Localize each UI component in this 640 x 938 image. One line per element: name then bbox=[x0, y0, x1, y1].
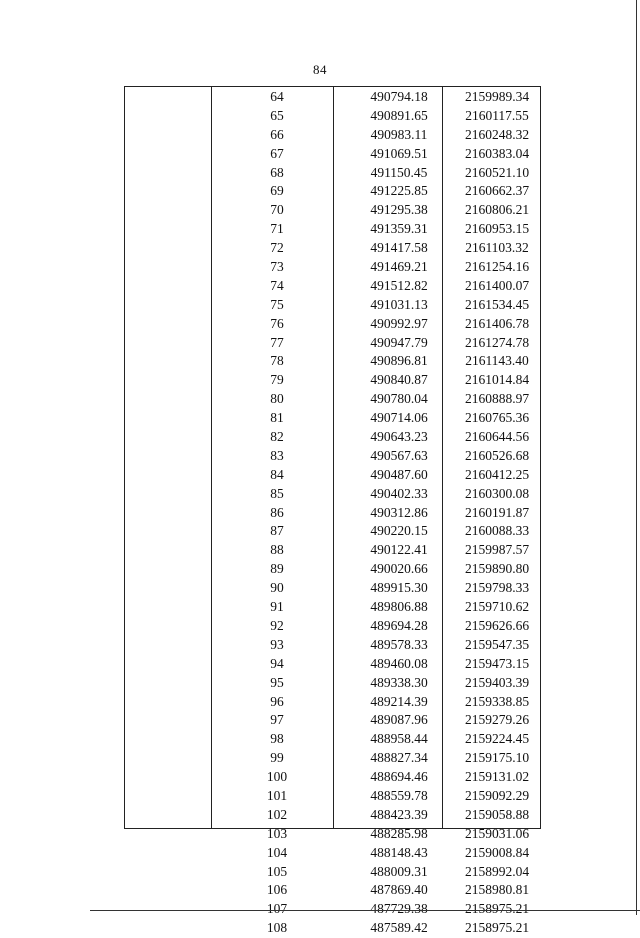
point-number-cell: 74 bbox=[270, 277, 284, 293]
table-row bbox=[125, 711, 540, 730]
easting-cell: 488694.46 bbox=[370, 769, 428, 785]
easting-cell: 490402.33 bbox=[370, 485, 428, 501]
northing-cell: 2158980.81 bbox=[464, 882, 530, 898]
northing-cell: 2159473.15 bbox=[464, 655, 530, 671]
page-edge-right bbox=[636, 0, 637, 915]
table-row bbox=[125, 579, 540, 598]
table-row bbox=[125, 806, 540, 825]
table-row bbox=[125, 730, 540, 749]
northing-cell: 2160117.55 bbox=[465, 107, 529, 123]
coordinates-table bbox=[124, 86, 541, 936]
table-body bbox=[125, 88, 540, 938]
easting-cell: 490643.23 bbox=[370, 429, 428, 445]
point-number-cell: 64 bbox=[270, 89, 284, 104]
northing-cell: 2158975.21 bbox=[464, 920, 530, 936]
point-number-cell: 103 bbox=[266, 825, 288, 841]
table-row bbox=[125, 107, 540, 126]
table-row bbox=[125, 768, 540, 787]
point-number-cell: 102 bbox=[266, 806, 288, 822]
easting-cell: 488009.31 bbox=[370, 863, 428, 879]
table-row bbox=[125, 749, 540, 768]
point-number-cell: 100 bbox=[266, 769, 288, 785]
easting-cell: 489915.30 bbox=[370, 580, 428, 596]
easting-cell: 491225.85 bbox=[370, 183, 428, 199]
table-row bbox=[125, 674, 540, 693]
northing-cell: 2160191.87 bbox=[464, 504, 530, 520]
easting-cell: 490714.06 bbox=[370, 410, 428, 426]
table-row bbox=[125, 220, 540, 239]
northing-cell: 2159626.66 bbox=[464, 617, 530, 633]
point-number-cell: 101 bbox=[266, 787, 288, 803]
northing-cell: 2160300.08 bbox=[464, 485, 530, 501]
easting-cell: 489214.39 bbox=[370, 693, 428, 709]
table-row bbox=[125, 693, 540, 712]
northing-cell: 2160526.68 bbox=[464, 447, 530, 463]
point-number-cell: 99 bbox=[270, 750, 284, 766]
easting-cell: 488559.78 bbox=[370, 787, 428, 803]
northing-cell: 2158992.04 bbox=[464, 863, 530, 879]
table-row bbox=[125, 881, 540, 900]
easting-cell: 490983.11 bbox=[370, 126, 428, 142]
easting-cell: 490794.18 bbox=[370, 89, 428, 104]
table-row bbox=[125, 409, 540, 428]
easting-cell: 489087.96 bbox=[370, 712, 428, 728]
northing-cell: 2160248.32 bbox=[464, 126, 530, 142]
easting-cell: 490487.60 bbox=[370, 466, 428, 482]
northing-cell: 2160088.33 bbox=[464, 523, 530, 539]
table-row bbox=[125, 447, 540, 466]
easting-cell: 491359.31 bbox=[370, 221, 428, 237]
point-number-cell: 105 bbox=[266, 863, 288, 879]
northing-cell: 2159008.84 bbox=[464, 844, 530, 860]
northing-cell: 2159547.35 bbox=[464, 636, 530, 652]
point-number-cell: 80 bbox=[270, 391, 284, 407]
point-number-cell: 65 bbox=[270, 107, 284, 123]
northing-cell: 2159890.80 bbox=[464, 561, 530, 577]
point-number-cell: 108 bbox=[266, 920, 288, 936]
table-row bbox=[125, 560, 540, 579]
easting-cell: 491469.21 bbox=[370, 259, 428, 275]
northing-cell: 2159175.10 bbox=[464, 750, 530, 766]
easting-cell: 490567.63 bbox=[370, 447, 428, 463]
table-row bbox=[125, 466, 540, 485]
northing-cell: 2159279.26 bbox=[464, 712, 530, 728]
point-number-cell: 85 bbox=[270, 485, 284, 501]
point-number-cell: 71 bbox=[270, 221, 284, 237]
easting-cell: 490947.79 bbox=[370, 334, 428, 350]
point-number-cell: 69 bbox=[270, 183, 284, 199]
northing-cell: 2161400.07 bbox=[464, 277, 530, 293]
point-number-cell: 90 bbox=[270, 580, 284, 596]
northing-cell: 2159092.29 bbox=[464, 787, 530, 803]
table-row bbox=[125, 636, 540, 655]
northing-cell: 2159224.45 bbox=[464, 731, 530, 747]
point-number-cell: 107 bbox=[266, 901, 288, 917]
easting-cell: 490780.04 bbox=[370, 391, 428, 407]
point-number-cell: 75 bbox=[270, 296, 284, 312]
table-row bbox=[125, 164, 540, 183]
easting-cell: 489338.30 bbox=[370, 674, 428, 690]
table-row bbox=[125, 919, 540, 938]
point-number-cell: 84 bbox=[270, 466, 284, 482]
point-number-cell: 87 bbox=[270, 523, 284, 539]
easting-cell: 490220.15 bbox=[370, 523, 428, 539]
northing-cell: 2160644.56 bbox=[464, 429, 530, 445]
point-number-cell: 106 bbox=[266, 882, 288, 898]
easting-cell: 487589.42 bbox=[370, 920, 428, 936]
table-row bbox=[125, 371, 540, 390]
northing-cell: 2160765.36 bbox=[464, 410, 530, 426]
northing-cell: 2159403.39 bbox=[464, 674, 530, 690]
table-row bbox=[125, 844, 540, 863]
point-number-cell: 70 bbox=[270, 202, 284, 218]
northing-cell: 2159989.34 bbox=[464, 89, 530, 104]
table-row bbox=[125, 863, 540, 882]
easting-cell: 488285.98 bbox=[370, 825, 428, 841]
table-row bbox=[125, 334, 540, 353]
easting-cell: 490020.66 bbox=[370, 561, 428, 577]
easting-cell: 491031.13 bbox=[370, 296, 428, 312]
point-number-cell: 93 bbox=[270, 636, 284, 652]
table-row bbox=[125, 655, 540, 674]
easting-cell: 491417.58 bbox=[370, 240, 428, 256]
table-row bbox=[125, 239, 540, 258]
northing-cell: 2160888.97 bbox=[464, 391, 530, 407]
easting-cell: 490891.65 bbox=[370, 107, 428, 123]
point-number-cell: 68 bbox=[270, 164, 284, 180]
table-row bbox=[125, 428, 540, 447]
page-edge-bottom bbox=[90, 910, 640, 911]
northing-cell: 2161103.32 bbox=[465, 240, 529, 256]
point-number-cell: 76 bbox=[270, 315, 284, 331]
point-number-cell: 86 bbox=[270, 504, 284, 520]
point-number-cell: 98 bbox=[270, 731, 284, 747]
easting-cell: 490840.87 bbox=[370, 372, 428, 388]
table-row bbox=[125, 201, 540, 220]
northing-cell: 2159987.57 bbox=[464, 542, 530, 558]
point-number-cell: 78 bbox=[270, 353, 284, 369]
point-number-cell: 81 bbox=[270, 410, 284, 426]
easting-cell: 490312.86 bbox=[370, 504, 428, 520]
easting-cell: 488958.44 bbox=[370, 731, 428, 747]
easting-cell: 488423.39 bbox=[370, 806, 428, 822]
point-number-cell: 91 bbox=[270, 599, 284, 615]
northing-cell: 2160806.21 bbox=[464, 202, 530, 218]
table-row bbox=[125, 352, 540, 371]
table-row bbox=[125, 182, 540, 201]
point-number-cell: 82 bbox=[270, 429, 284, 445]
easting-cell: 487869.40 bbox=[370, 882, 428, 898]
point-number-cell: 104 bbox=[266, 844, 288, 860]
point-number-cell: 72 bbox=[270, 240, 284, 256]
table-row bbox=[125, 390, 540, 409]
table-row bbox=[125, 277, 540, 296]
easting-cell: 488148.43 bbox=[370, 844, 428, 860]
northing-cell: 2159058.88 bbox=[464, 806, 530, 822]
northing-cell: 2160383.04 bbox=[464, 145, 530, 161]
northing-cell: 2158975.21 bbox=[464, 901, 530, 917]
point-number-cell: 73 bbox=[270, 259, 284, 275]
easting-cell: 487729.38 bbox=[370, 901, 428, 917]
northing-cell: 2160953.15 bbox=[464, 221, 530, 237]
easting-cell: 489460.08 bbox=[370, 655, 428, 671]
northing-cell: 2161014.84 bbox=[464, 372, 530, 388]
easting-cell: 491295.38 bbox=[370, 202, 428, 218]
northing-cell: 2159338.85 bbox=[464, 693, 530, 709]
northing-cell: 2159798.33 bbox=[464, 580, 530, 596]
easting-cell: 491150.45 bbox=[370, 164, 428, 180]
point-number-cell: 79 bbox=[270, 372, 284, 388]
table-row bbox=[125, 126, 540, 145]
table-row bbox=[125, 258, 540, 277]
point-number-cell: 83 bbox=[270, 447, 284, 463]
northing-cell: 2159031.06 bbox=[464, 825, 530, 841]
northing-cell: 2161406.78 bbox=[464, 315, 530, 331]
northing-cell: 2160662.37 bbox=[464, 183, 530, 199]
easting-cell: 490992.97 bbox=[370, 315, 428, 331]
easting-cell: 491069.51 bbox=[370, 145, 428, 161]
easting-cell: 489806.88 bbox=[370, 599, 428, 615]
point-number-cell: 94 bbox=[270, 655, 284, 671]
point-number-cell: 67 bbox=[270, 145, 284, 161]
easting-cell: 489694.28 bbox=[370, 617, 428, 633]
table-row bbox=[125, 787, 540, 806]
table-row bbox=[125, 598, 540, 617]
northing-cell: 2160412.25 bbox=[464, 466, 530, 482]
northing-cell: 2159710.62 bbox=[464, 599, 530, 615]
point-number-cell: 96 bbox=[270, 693, 284, 709]
table-row bbox=[125, 315, 540, 334]
easting-cell: 490896.81 bbox=[370, 353, 428, 369]
northing-cell: 2161254.16 bbox=[464, 259, 530, 275]
point-number-cell: 97 bbox=[270, 712, 284, 728]
table-row bbox=[125, 541, 540, 560]
table-row bbox=[125, 88, 540, 107]
point-number-cell: 89 bbox=[270, 561, 284, 577]
table-row bbox=[125, 145, 540, 164]
point-number-cell: 88 bbox=[270, 542, 284, 558]
northing-cell: 2159131.02 bbox=[464, 769, 530, 785]
point-number-cell: 77 bbox=[270, 334, 284, 350]
point-number-cell: 95 bbox=[270, 674, 284, 690]
point-number-cell: 92 bbox=[270, 617, 284, 633]
table-row bbox=[125, 504, 540, 523]
northing-cell: 2161143.40 bbox=[465, 353, 529, 369]
easting-cell: 490122.41 bbox=[370, 542, 428, 558]
northing-cell: 2161534.45 bbox=[464, 296, 530, 312]
northing-cell: 2160521.10 bbox=[464, 164, 530, 180]
table-row bbox=[125, 825, 540, 844]
northing-cell: 2161274.78 bbox=[464, 334, 530, 350]
easting-cell: 491512.82 bbox=[370, 277, 428, 293]
table-row bbox=[125, 485, 540, 504]
table-row bbox=[125, 522, 540, 541]
point-number-cell: 66 bbox=[270, 126, 284, 142]
table-row bbox=[125, 617, 540, 636]
page-number: 84 bbox=[313, 62, 327, 77]
table-row bbox=[125, 296, 540, 315]
easting-cell: 488827.34 bbox=[370, 750, 428, 766]
easting-cell: 489578.33 bbox=[370, 636, 428, 652]
